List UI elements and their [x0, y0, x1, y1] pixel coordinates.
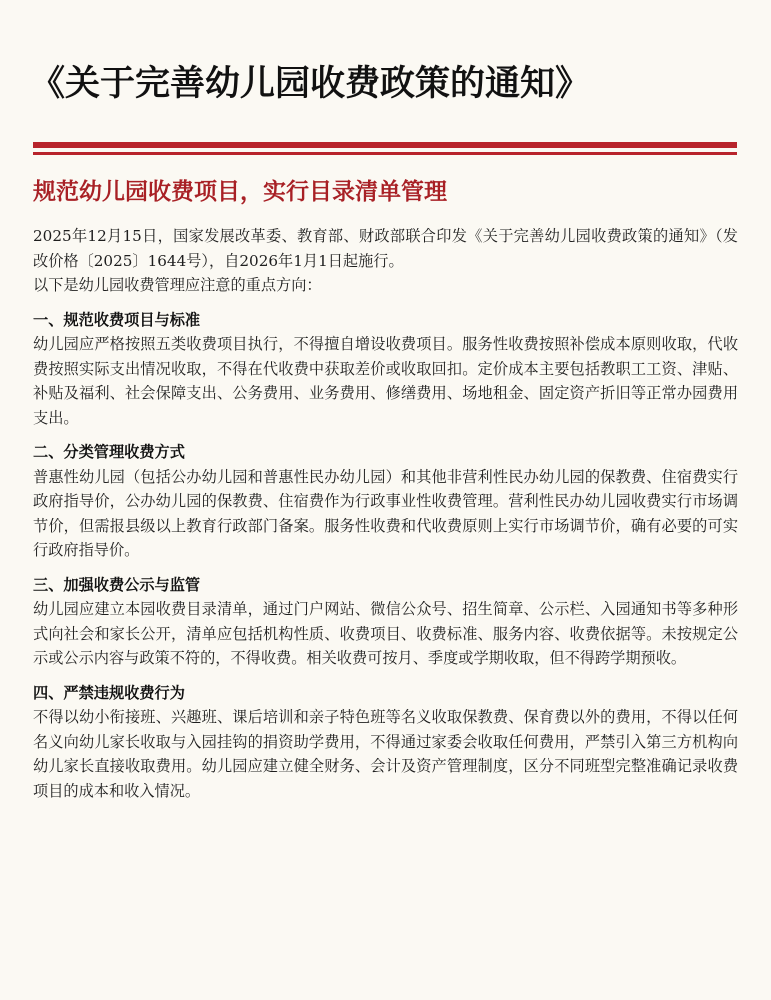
section-prohibited-charges: [33, 681, 738, 804]
section-heading: 二、分类管理收费方式: [33, 443, 185, 461]
section-heading: 三、加强收费公示与监管: [33, 575, 201, 594]
section-paragraph: 普惠性幼儿园（包括公办幼儿园和普惠性民办幼儿园）和其他非营利性民办幼儿园的保教费、住宿费实行政府指导价，公办幼儿园的保教费、住宿费作为行政事业性收费管理。营利性民办幼儿园收费实行市场调节价，但需报县级以上教育行政部门备案。服务性收费和代收费原则上实行市场调节价，确有必要的可实行政府指导价。: [33, 467, 738, 559]
intro-paragraph: 2025年12月15日，国家发展改革委、教育部、财政部联合印发《关于完善幼儿园收费政策的通知》（发改价格〔2025〕1644号），自2026年1月1日起施行。: [33, 227, 738, 270]
section-heading: 四、严禁违规收费行为: [33, 683, 185, 702]
page-title: 《关于完善幼儿园收费政策的通知》: [30, 64, 591, 104]
section-fee-items: [33, 308, 738, 431]
section-heading: 一、规范收费项目与标准: [33, 310, 201, 329]
section-paragraph: 幼儿园应建立本园收费目录清单，通过门户网站、微信公众号、招生简章、公示栏、入园通知书等多种形式向社会和家长公开，清单应包括机构性质、收费项目、收费标准、服务内容、收费依据等。未按规定公示或公示内容与政策不符的，不得收费。相关收费可按月、季度或学期收取，但不得跨学期预收。: [33, 600, 738, 667]
article-body: [33, 224, 738, 803]
section-paragraph: 幼儿园应严格按照五类收费项目执行，不得擅自增设收费项目。服务性收费按照补偿成本原则收取，代收费按照实际支出情况收取，不得在代收费中获取差价或收取回扣。定价成本主要包括教职工工资、津贴、补贴及福利、社会保障支出、公务费用、业务费用、修缮费用、场地租金、固定资产折旧等正常办园费用支出。: [33, 335, 738, 427]
title-divider-thin: [33, 152, 737, 155]
intro-lead-in: 以下是幼儿园收费管理应注意的重点方向：: [33, 276, 322, 294]
section-disclosure-supervision: [33, 573, 738, 671]
section-classified-management: [33, 440, 738, 563]
section-paragraph: 不得以幼小衔接班、兴趣班、课后培训和亲子特色班等名义收取保教费、保育费以外的费用，不得以任何名义向幼儿家长收取与入园挂钩的捐资助学费用，不得通过家委会收取任何费用，严禁引入第三方机构向幼儿家长直接收取费用。幼儿园应建立健全财务、会计及资产管理制度，区分不同班型完整准确记录收费项目的成本和收入情况。: [33, 708, 738, 800]
title-divider-thick: [33, 142, 737, 148]
section-subtitle: 规范幼儿园收费项目，实行目录清单管理: [33, 179, 447, 205]
